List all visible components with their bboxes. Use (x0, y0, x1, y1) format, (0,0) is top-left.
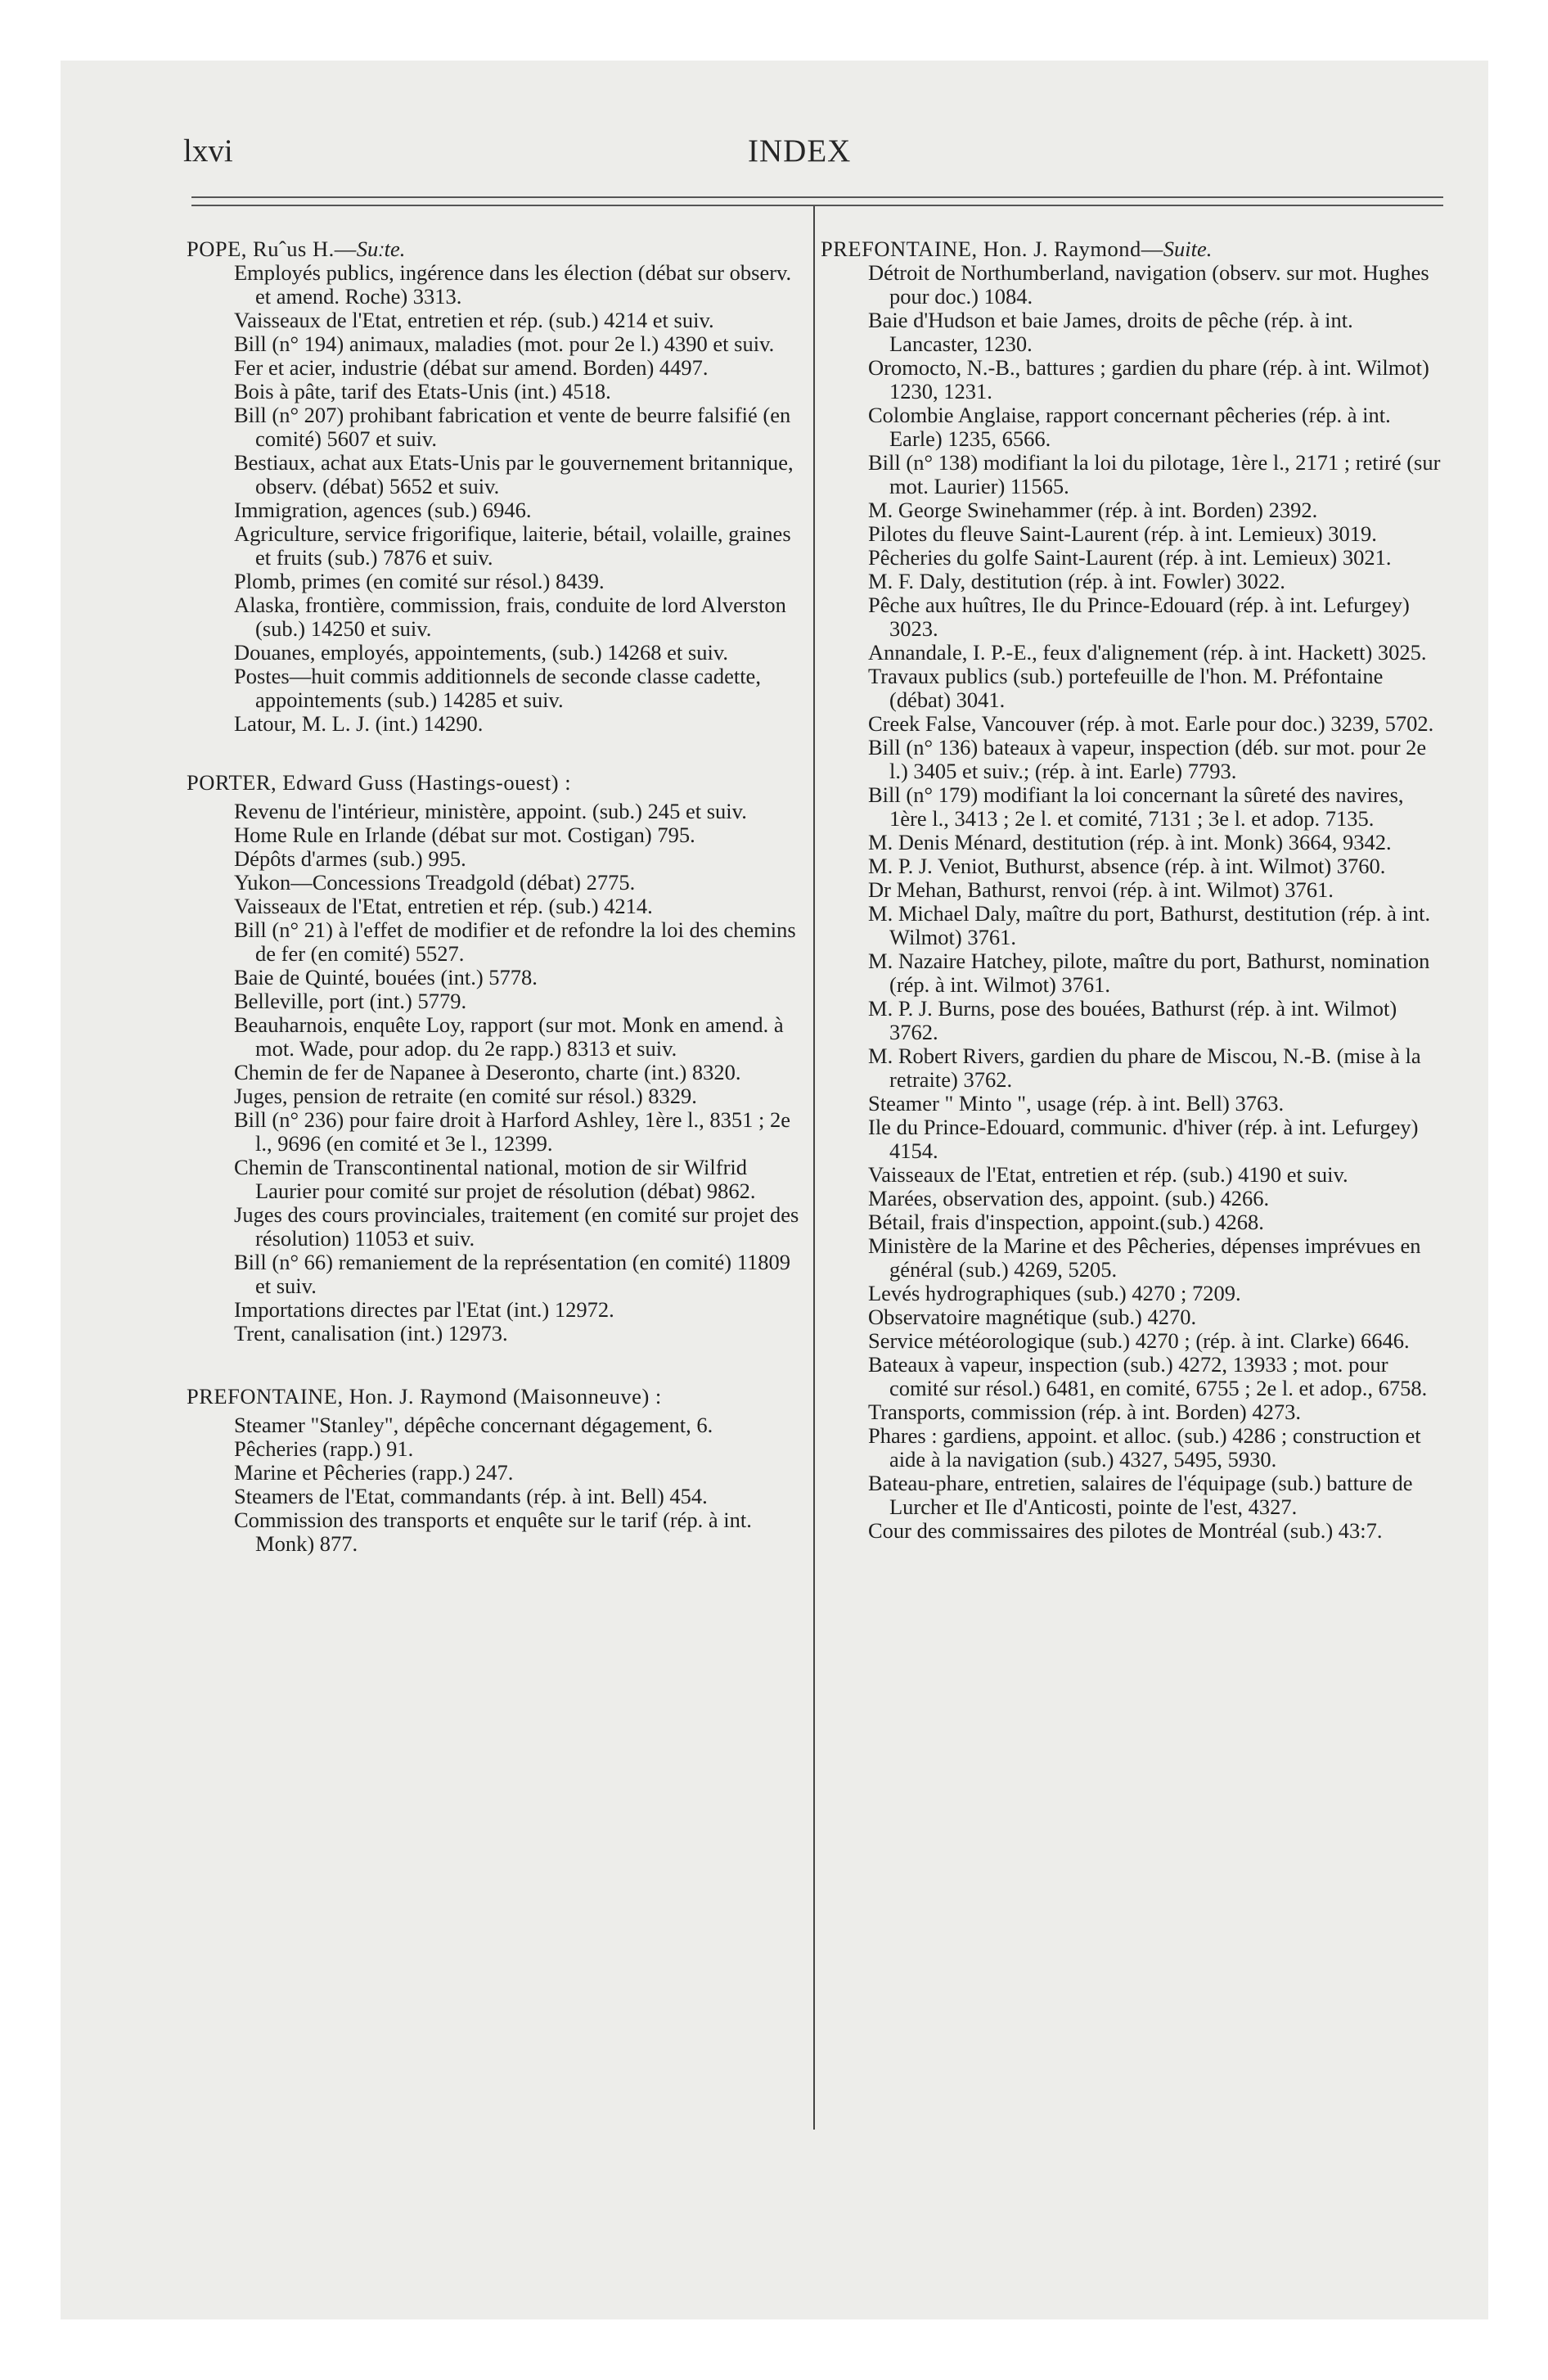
index-entry: Bill (n° 207) prohibant fabrication et vente de beurre falsifié (en comité) 5607 et suiv. (234, 403, 791, 451)
index-entry: Vaisseaux de l'Etat, entretien et rép. (sub.) 4214. (234, 894, 653, 918)
page-number: lxvi (183, 133, 233, 169)
index-entry: Immigration, agences (sub.) 6946. (234, 498, 532, 522)
index-heading: PREFONTAINE, Hon. J. Raymond (Maisonneuve) : (187, 1384, 662, 1409)
index-entry: Juges, pension de retraite (en comité sur résol.) 8329. (234, 1084, 697, 1108)
index-entry: Revenu de l'intérieur, ministère, appoint. (sub.) 245 et suiv. (234, 799, 747, 823)
index-entry: M. George Swinehammer (rép. à int. Borden) 2392. (868, 498, 1318, 522)
index-entry: Bill (n° 136) bateaux à vapeur, inspection (déb. sur mot. pour 2e l.) 3405 et suiv.; (rép. à int. Earle) 7793. (868, 735, 1427, 783)
index-entry: Trent, canalisation (int.) 12973. (234, 1321, 508, 1346)
index-entry: Postes—huit commis additionnels de seconde classe cadette, appointements (sub.) 14285 et suiv. (234, 664, 761, 712)
index-entry: Cour des commissaires des pilotes de Montréal (sub.) 43:7. (868, 1518, 1383, 1543)
index-entry: M. Nazaire Hatchey, pilote, maître du port, Bathurst, nomination (rép. à int. Wilmot) 3761. (868, 949, 1430, 997)
index-entry: Douanes, employés, appointements, (sub.) 14268 et suiv. (234, 640, 729, 665)
index-entry: Steamer "Stanley", dépêche concernant dégagement, 6. (234, 1413, 713, 1437)
index-entry: Travaux publics (sub.) portefeuille de l'hon. M. Préfontaine (débat) 3041. (868, 664, 1384, 712)
index-entry: Alaska, frontière, commission, frais, conduite de lord Alverston (sub.) 14250 et suiv. (234, 593, 786, 641)
index-entry: M. Robert Rivers, gardien du phare de Miscou, N.-B. (mise à la retraite) 3762. (868, 1044, 1421, 1092)
index-heading: PREFONTAINE, Hon. J. Raymond—Suite. (821, 237, 1213, 261)
right-column (821, 237, 1445, 1543)
index-entry: Yukon—Concessions Treadgold (débat) 2775. (234, 870, 636, 895)
index-entry: Employés publics, ingérence dans les élection (débat sur observ. et amend. Roche) 3313. (234, 260, 792, 309)
index-entry: Chemin de fer de Napanee à Deseronto, charte (int.) 8320. (234, 1060, 741, 1084)
index-entry: Baie d'Hudson et baie James, droits de pêche (rép. à int. Lancaster, 1230. (868, 308, 1353, 356)
index-entry: M. P. J. Veniot, Buthurst, absence (rép. à int. Wilmot) 3760. (868, 854, 1386, 878)
index-entry: Bill (n° 138) modifiant la loi du pilotage, 1ère l., 2171 ; retiré (sur mot. Laurier) 11565. (868, 450, 1441, 498)
index-entry: Annandale, I. P.-E., feux d'alignement (rép. à int. Hackett) 3025. (868, 640, 1427, 665)
index-entry: Vaisseaux de l'Etat, entretien et rép. (sub.) 4214 et suiv. (234, 308, 714, 332)
index-entry: Bill (n° 236) pour faire droit à Harford Ashley, 1ère l., 8351 ; 2e l., 9696 (en comité et 3e l., 12399. (234, 1107, 791, 1156)
index-entry: Bestiaux, achat aux Etats-Unis par le gouvernement britannique, observ. (débat) 5652 et suiv. (234, 450, 794, 498)
index-entry: M. F. Daly, destitution (rép. à int. Fowler) 3022. (868, 569, 1285, 593)
index-entry: Bill (n° 179) modifiant la loi concernant la sûreté des navires, 1ère l., 3413 ; 2e l. et comité, 7131 ; 3e l. et adop. 7135. (868, 782, 1404, 831)
left-column (187, 237, 802, 1556)
index-entry: Bateaux à vapeur, inspection (sub.) 4272, 13933 ; mot. pour comité sur résol.) 6481, en comité, 6755 ; 2e l. et adop., 6758. (868, 1352, 1428, 1400)
index-entry: Creek False, Vancouver (rép. à mot. Earle pour doc.) 3239, 5702. (868, 711, 1434, 736)
index-entry: Latour, M. L. J. (int.) 14290. (234, 711, 484, 736)
index-entry: Bétail, frais d'inspection, appoint.(sub.) 4268. (868, 1210, 1264, 1234)
index-entry: Marine et Pêcheries (rapp.) 247. (234, 1460, 514, 1485)
index-entry: Bill (n° 21) à l'effet de modifier et de refondre la loi des chemins de fer (en comité) 5527. (234, 917, 796, 966)
index-entry: Plomb, primes (en comité sur résol.) 8439. (234, 569, 605, 593)
index-entry: Oromocto, N.-B., battures ; gardien du phare (rép. à int. Wilmot) 1230, 1231. (868, 355, 1429, 403)
index-entry: Steamer " Minto ", usage (rép. à int. Bell) 3763. (868, 1091, 1285, 1116)
index-entry: Home Rule en Irlande (débat sur mot. Costigan) 795. (234, 823, 695, 847)
index-entry: Colombie Anglaise, rapport concernant pêcheries (rép. à int. Earle) 1235, 6566. (868, 403, 1391, 451)
index-entry: Dr Mehan, Bathurst, renvoi (rép. à int. Wilmot) 3761. (868, 877, 1334, 902)
index-entry: M. P. J. Burns, pose des bouées, Bathurst (rép. à int. Wilmot) 3762. (868, 996, 1397, 1044)
index-entry: Bill (n° 66) remaniement de la représentation (en comité) 11809 et suiv. (234, 1250, 790, 1298)
index-entry: Pêche aux huîtres, Ile du Prince-Edouard (rép. à int. Lefurgey) 3023. (868, 593, 1410, 641)
index-heading: POPE, Ruˆus H.—Suːte. (187, 237, 406, 261)
index-entry: Fer et acier, industrie (débat sur amend. Borden) 4497. (234, 355, 709, 380)
page-title: INDEX (748, 133, 852, 169)
index-entry: Pêcheries du golfe Saint-Laurent (rép. à int. Lemieux) 3021. (868, 545, 1392, 570)
index-entry: Observatoire magnétique (sub.) 4270. (868, 1305, 1197, 1329)
page-header (183, 133, 1443, 174)
index-entry: Ile du Prince-Edouard, communic. d'hiver (rép. à int. Lefurgey) 4154. (868, 1115, 1419, 1163)
index-entry: Service météorologique (sub.) 4270 ; (rép. à int. Clarke) 6646. (868, 1328, 1410, 1353)
index-entry: Pilotes du fleuve Saint-Laurent (rép. à int. Lemieux) 3019. (868, 521, 1377, 546)
index-entry: Steamers de l'Etat, commandants (rép. à int. Bell) 454. (234, 1484, 708, 1508)
index-entry: Marées, observation des, appoint. (sub.) 4266. (868, 1186, 1270, 1210)
index-entry: Transports, commission (rép. à int. Borden) 4273. (868, 1400, 1301, 1424)
spacer (187, 736, 802, 771)
index-entry: Dépôts d'armes (sub.) 995. (234, 846, 466, 871)
index-entry: Bateau-phare, entretien, salaires de l'équipage (sub.) batture de Lurcher et Ile d'Anticosti, pointe de l'est, 4327. (868, 1471, 1413, 1519)
index-entry: Bois à pâte, tarif des Etats-Unis (int.) 4518. (234, 379, 611, 403)
header-rule (191, 196, 1443, 198)
index-entry: M. Michael Daly, maître du port, Bathurst, destitution (rép. à int. Wilmot) 3761. (868, 901, 1431, 949)
index-entry: Phares : gardiens, appoint. et alloc. (sub.) 4286 ; construction et aide à la navigation (sub.) 4327, 5495, 5930. (868, 1423, 1421, 1472)
index-entry: Importations directes par l'Etat (int.) 12972. (234, 1297, 614, 1322)
column-divider (813, 206, 815, 2130)
index-entry: M. Denis Ménard, destitution (rép. à int. Monk) 3664, 9342. (868, 830, 1392, 854)
index-entry: Beauharnois, enquête Loy, rapport (sur mot. Monk en amend. à mot. Wade, pour adop. du 2e rapp.) 8313 et suiv. (234, 1012, 784, 1061)
spacer (187, 1346, 802, 1385)
index-entry: Belleville, port (int.) 5779. (234, 989, 467, 1013)
index-entry: Agriculture, service frigorifique, laiterie, bétail, volaille, graines et fruits (sub.) 7876 et suiv. (234, 521, 791, 570)
header-rule (191, 205, 1443, 206)
index-heading: PORTER, Edward Guss (Hastings-ouest) : (187, 770, 572, 795)
index-entry: Détroit de Northumberland, navigation (observ. sur mot. Hughes pour doc.) 1084. (868, 260, 1429, 309)
index-entry: Chemin de Transcontinental national, motion de sir Wilfrid Laurier pour comité sur projet de résolution (débat) 9862. (234, 1155, 756, 1203)
index-entry: Levés hydrographiques (sub.) 4270 ; 7209. (868, 1281, 1241, 1305)
index-entry: Bill (n° 194) animaux, maladies (mot. pour 2e l.) 4390 et suiv. (234, 331, 775, 356)
index-entry: Juges des cours provinciales, traitement (en comité sur projet des résolution) 11053 et suiv. (234, 1202, 799, 1251)
index-entry: Baie de Quinté, bouées (int.) 5778. (234, 965, 538, 989)
index-entry: Vaisseaux de l'Etat, entretien et rép. (sub.) 4190 et suiv. (868, 1162, 1348, 1187)
index-entry: Pêcheries (rapp.) 91. (234, 1436, 414, 1461)
index-entry: Commission des transports et enquête sur le tarif (rép. à int. Monk) 877. (234, 1508, 752, 1556)
index-entry: Ministère de la Marine et des Pêcheries, dépenses imprévues en général (sub.) 4269, 5205. (868, 1233, 1421, 1282)
